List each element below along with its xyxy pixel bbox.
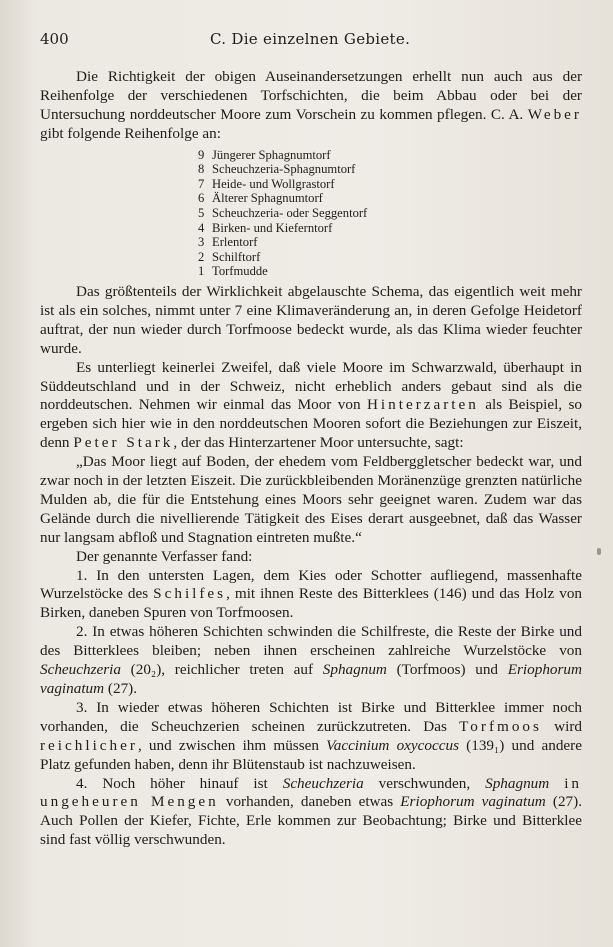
peat-layer-list (198, 148, 582, 279)
peat-layer-item (198, 191, 582, 206)
author-name-stark: Peter Stark (73, 434, 174, 452)
finding-1: 1. In den untersten Lagen, dem Kies oder Schotter aufliegend, massenhafte Wurzelstöcke des Schilfes, mit ihnen Reste des Bitterklees (146) und das Holz von Birken, daneben Spuren von Torfmoosen. (40, 566, 583, 622)
peat-layer-item (198, 162, 582, 177)
peat-layer-item (198, 221, 582, 236)
paragraph-schwarzwald: Es unterliegt keinerlei Zweifel, daß viele Moore im Schwarzwald, überhaupt in Süddeutschland und in der Schweiz, nicht erheblich anders gebaut sind als die norddeutschen. Nehmen wir einmal das Moor von Hinterzarten als Beispiel, so ergeben sich hier wie in den norddeutschen Mooren sofort die Beziehungen zur Eiszeit, denn Peter Stark, der das Hinterzartener Moor untersuchte, sagt: (40, 358, 582, 452)
page-number: 400 (40, 30, 69, 48)
layer-number: 6 (198, 191, 205, 206)
running-head: C. Die einzelnen Gebiete. (210, 30, 411, 48)
layer-number: 4 (198, 220, 205, 235)
peat-layer-item (198, 250, 582, 265)
peat-layer-item (198, 206, 582, 221)
layer-number: 2 (198, 249, 205, 264)
layer-label: Torfmudde (212, 264, 268, 279)
layer-label: Scheuchzeria-Sphagnumtorf (212, 162, 356, 177)
quotation: „Das Moor liegt auf Boden, der ehedem vom Feldberggletscher bedeckt war, und zwar noch in der letzten Eiszeit. Die zurückbleibenden Moränenzüge grenzten natürliche Mulden ab, die für die Entstehung eines Moors sehr geeignet waren. Zudem war das Gelände durch die nivellierende Tätigkeit des Eises derart ausgeebnet, daß das Wasser nur langsam abfloß und Stagnation eintreten mußte.“ (40, 453, 582, 546)
body-text (40, 68, 582, 850)
layer-label: Erlentorf (212, 235, 258, 250)
layer-number: 3 (198, 235, 205, 250)
layer-label: Jüngerer Sphagnumtorf (212, 147, 331, 162)
margin-mark (597, 548, 601, 555)
finding-3: 3. In wieder etwas höheren Schichten ist Birke und Bitterklee immer noch vorhanden, die Scheuchzerien scheinen zurückzutreten. Das Torfmoos wird reichlicher, und zwischen ihm müssen Vaccinium oxycoccus (139₁) und andere Platz gefunden haben, denn ihr Blütenstaub ist nachzuweisen. (40, 698, 582, 773)
peat-layer-item (198, 235, 582, 250)
layer-label: Scheuchzeria- oder Seggentorf (212, 206, 368, 220)
layer-number: 8 (198, 162, 205, 177)
layer-label: Birken- und Kieferntorf (212, 220, 333, 235)
layer-label: Heide- und Wollgrastorf (212, 176, 335, 191)
page-header (40, 30, 577, 54)
author-name-weber: Weber (527, 105, 582, 123)
finding-2: 2. In etwas höheren Schichten schwinden die Schilfreste, die Reste der Birke und des Bitterklees bleiben; neben ihnen erscheinen zahlreiche Wurzelstöcke von Scheuchzeria (20₂), reichlicher treten auf Sphagnum (Torfmoos) und Eriophorum vaginatum (27). (40, 623, 582, 697)
layer-number: 1 (198, 264, 205, 279)
finding-4: 4. Noch höher hinauf ist Scheuchzeria verschwunden, Sphagnum in ungeheuren Mengen vorhanden, daneben etwas Eriophorum vaginatum (27). Auch Pollen der Kiefer, Fichte, Erle kommen zur Beobachtung; Birke und Bitterklee sind fast völlig verschwunden. (40, 774, 583, 849)
layer-label: Älterer Sphagnumtorf (212, 191, 323, 206)
layer-number: 5 (198, 206, 205, 220)
paragraph-schema: Das größtenteils der Wirklichkeit abgelauschte Schema, das eigentlich weit mehr ist als ein solches, nimmt unter 7 eine Klimaveränderung an, in deren Gefolge Heidetorf auftrat, der nun wieder durch Torfmoose bedeckt wurde, als das Klima wieder feuchter wurde. (40, 282, 582, 357)
peat-layer-item (198, 177, 582, 192)
paragraph-intro: Die Richtigkeit der obigen Auseinandersetzungen erhellt nun auch aus der Reihenfolge der verschiedenen Torfschichten, die beim Abbau oder bei der Untersuchung norddeutscher Moore zum Vorschein zu kommen pflegen. C. A. Weber gibt folgende Reihenfolge an: (40, 68, 582, 142)
findings-intro: Der genannte Verfasser fand: (76, 547, 253, 565)
peat-layer-item (198, 148, 582, 163)
layer-number: 7 (198, 176, 205, 191)
layer-label: Schilftorf (212, 249, 261, 264)
layer-number: 9 (198, 147, 205, 162)
place-hinterzarten: Hinterzarten (366, 396, 479, 414)
peat-layer-item (198, 264, 582, 279)
